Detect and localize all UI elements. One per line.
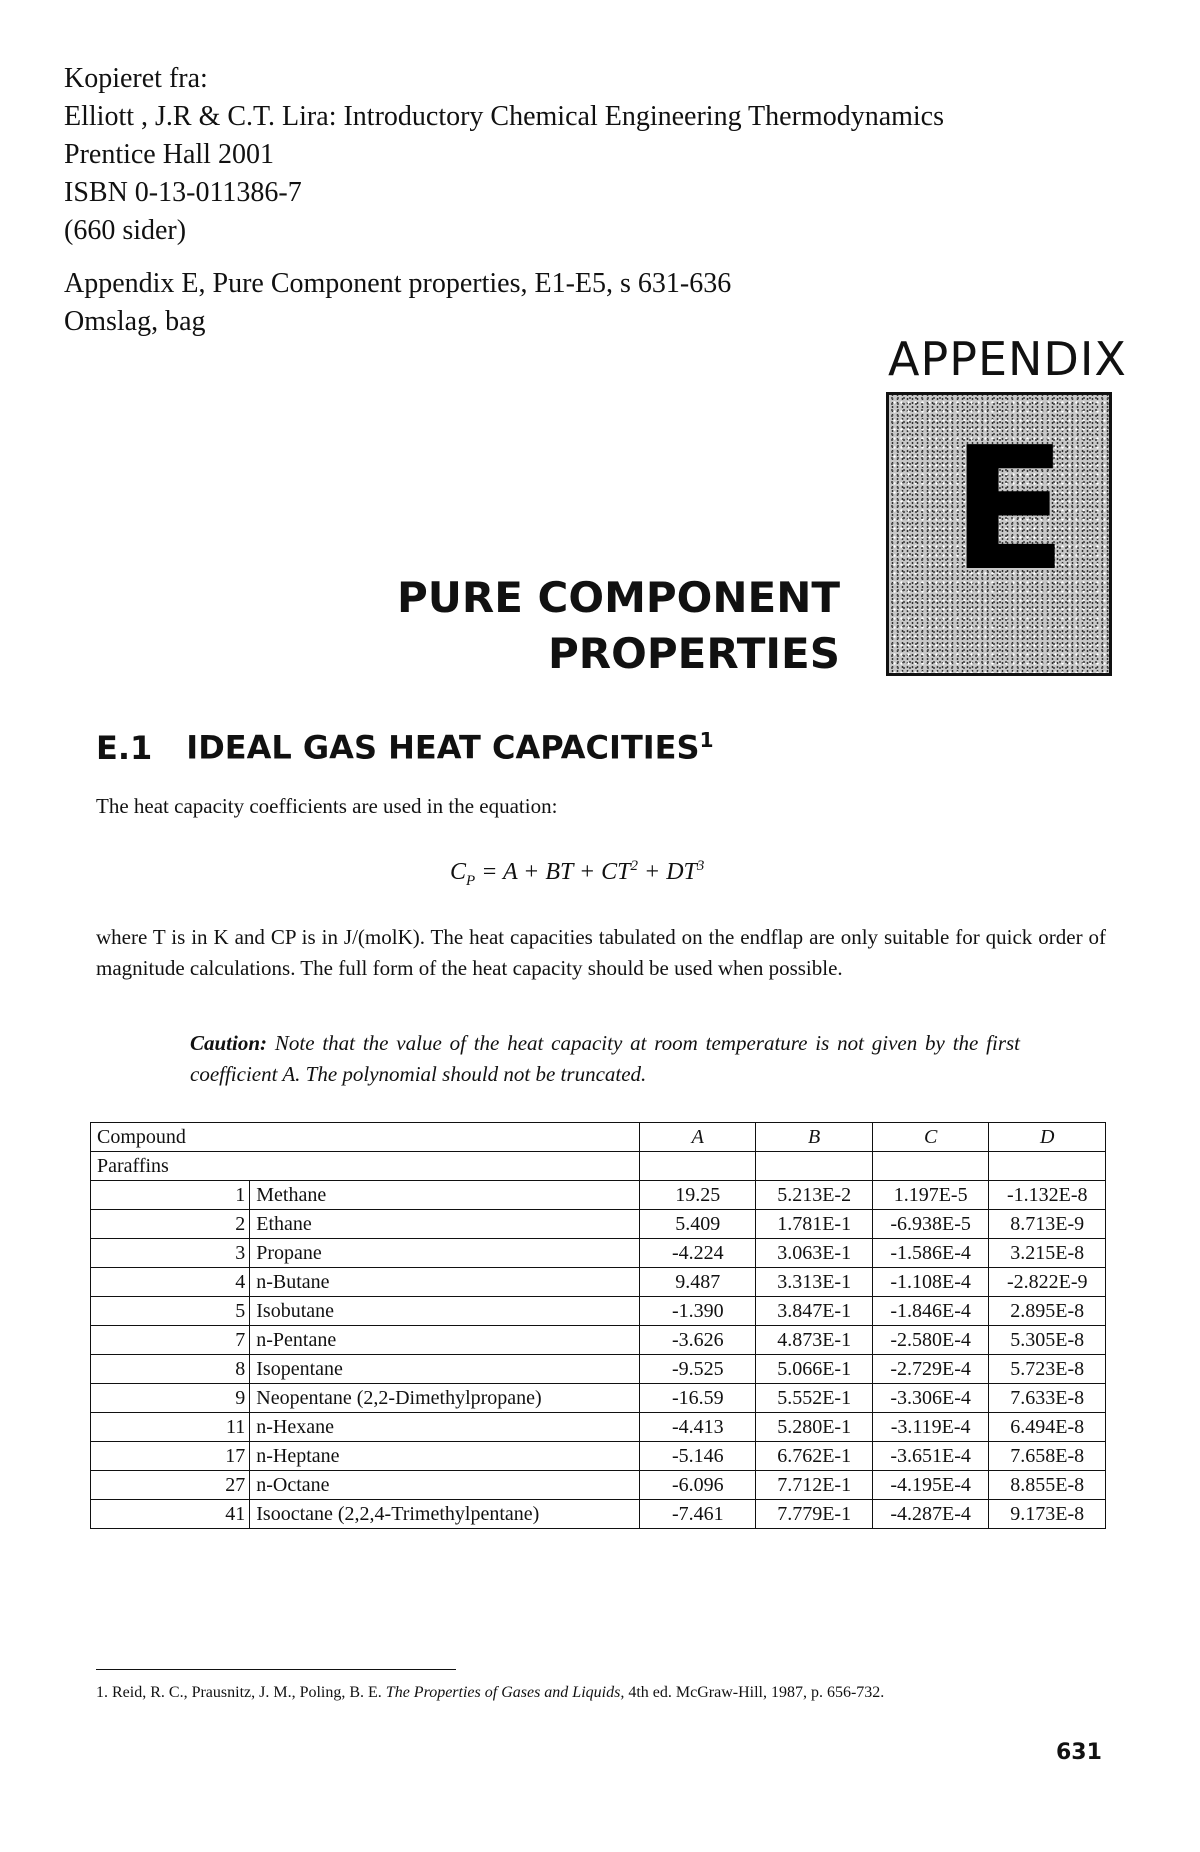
value-b: 5.280E-1 [756, 1413, 872, 1442]
value-a: -5.146 [640, 1442, 756, 1471]
value-b: 5.066E-1 [756, 1355, 872, 1384]
compound-name: n-Butane [250, 1268, 640, 1297]
compound-id: 3 [91, 1239, 250, 1268]
value-a: -4.224 [640, 1239, 756, 1268]
appendix-label: APPENDIX [888, 332, 1127, 386]
table-row [91, 1326, 1106, 1355]
value-c: -4.195E-4 [872, 1471, 989, 1500]
table-row [91, 1384, 1106, 1413]
value-b: 7.779E-1 [756, 1500, 872, 1529]
compound-id: 8 [91, 1355, 250, 1384]
equation-lhs-sub: P [466, 872, 476, 889]
value-c: -3.651E-4 [872, 1442, 989, 1471]
copy-note [64, 60, 944, 250]
table-row [91, 1442, 1106, 1471]
group-row [91, 1152, 1106, 1181]
compound-name: n-Pentane [250, 1326, 640, 1355]
heat-capacity-table [90, 1122, 1106, 1529]
value-a: -6.096 [640, 1471, 756, 1500]
header-compound: Compound [91, 1123, 640, 1152]
value-a: -9.525 [640, 1355, 756, 1384]
value-d: 5.723E-8 [989, 1355, 1106, 1384]
value-d: 2.895E-8 [989, 1297, 1106, 1326]
value-d: -2.822E-9 [989, 1268, 1106, 1297]
copy-note-line: ISBN 0-13-011386-7 [64, 177, 302, 208]
compound-id: 9 [91, 1384, 250, 1413]
value-c: -3.119E-4 [872, 1413, 989, 1442]
copy-note-line: Kopieret fra: [64, 63, 208, 94]
table-row [91, 1181, 1106, 1210]
compound-name: Neopentane (2,2-Dimethylpropane) [250, 1384, 640, 1413]
table-row [91, 1355, 1106, 1384]
table-row [91, 1471, 1106, 1500]
value-a: 19.25 [640, 1181, 756, 1210]
equation-rhs-a: = A + BT + CT [481, 859, 631, 885]
compound-name: Ethane [250, 1210, 640, 1239]
appendix-ref-line: Omslag, bag [64, 306, 206, 337]
value-b: 3.063E-1 [756, 1239, 872, 1268]
heat-capacity-equation [450, 858, 704, 890]
appendix-reference [64, 265, 731, 341]
table-row [91, 1500, 1106, 1529]
compound-name: n-Heptane [250, 1442, 640, 1471]
value-a: 9.487 [640, 1268, 756, 1297]
page-number: 631 [1056, 1740, 1102, 1765]
value-c: -3.306E-4 [872, 1384, 989, 1413]
footnote-rest: 4th ed. McGraw-Hill, 1987, p. 656-732. [628, 1684, 885, 1701]
copy-note-line: Prentice Hall 2001 [64, 139, 274, 170]
value-a: -4.413 [640, 1413, 756, 1442]
value-a: -3.626 [640, 1326, 756, 1355]
value-c: -4.287E-4 [872, 1500, 989, 1529]
compound-name: Methane [250, 1181, 640, 1210]
footnote-authors: Reid, R. C., Prausnitz, J. M., Poling, B. E. [112, 1684, 382, 1701]
section-number: E.1 [96, 728, 153, 767]
compound-name: Propane [250, 1239, 640, 1268]
value-d: 9.173E-8 [989, 1500, 1106, 1529]
value-a: -1.390 [640, 1297, 756, 1326]
value-d: 6.494E-8 [989, 1413, 1106, 1442]
value-c: -2.729E-4 [872, 1355, 989, 1384]
compound-name: Isobutane [250, 1297, 640, 1326]
value-b: 6.762E-1 [756, 1442, 872, 1471]
header-b: B [756, 1123, 872, 1152]
value-c: 1.197E-5 [872, 1181, 989, 1210]
footnote [96, 1684, 884, 1702]
intro-text: The heat capacity coefficients are used in the equation: [96, 794, 558, 818]
equation-rhs-b: + DT [644, 859, 697, 885]
value-c: -2.580E-4 [872, 1326, 989, 1355]
equation-exp3: 3 [696, 858, 705, 874]
value-a: -7.461 [640, 1500, 756, 1529]
appendix-letter: E [951, 411, 1068, 609]
value-b: 3.847E-1 [756, 1297, 872, 1326]
caution-label: Caution: [190, 1031, 268, 1055]
compound-id: 7 [91, 1326, 250, 1355]
compound-id: 41 [91, 1500, 250, 1529]
appendix-ref-line: Appendix E, Pure Component properties, E1-E5, s 631-636 [64, 268, 732, 299]
value-d: 7.633E-8 [989, 1384, 1106, 1413]
value-c: -6.938E-5 [872, 1210, 989, 1239]
compound-id: 1 [91, 1181, 250, 1210]
value-b: 1.781E-1 [756, 1210, 872, 1239]
compound-name: n-Octane [250, 1471, 640, 1500]
chapter-title-line: PROPERTIES [548, 629, 840, 678]
value-c: -1.586E-4 [872, 1239, 989, 1268]
group-label: Paraffins [91, 1152, 640, 1181]
table-row [91, 1239, 1106, 1268]
table-body [91, 1152, 1106, 1529]
table-header-row [91, 1123, 1106, 1152]
value-c: -1.108E-4 [872, 1268, 989, 1297]
value-b: 3.313E-1 [756, 1268, 872, 1297]
value-d: 8.713E-9 [989, 1210, 1106, 1239]
value-b: 5.213E-2 [756, 1181, 872, 1210]
table-row [91, 1413, 1106, 1442]
appendix-letter-box [886, 392, 1112, 676]
value-d: -1.132E-8 [989, 1181, 1106, 1210]
equation-lhs: C [450, 859, 467, 885]
value-c: -1.846E-4 [872, 1297, 989, 1326]
value-b: 4.873E-1 [756, 1326, 872, 1355]
value-d: 5.305E-8 [989, 1326, 1106, 1355]
copy-note-line: (660 sider) [64, 215, 187, 246]
compound-id: 11 [91, 1413, 250, 1442]
compound-id: 5 [91, 1297, 250, 1326]
table-row [91, 1297, 1106, 1326]
compound-name: Isopentane [250, 1355, 640, 1384]
compound-name: n-Hexane [250, 1413, 640, 1442]
value-d: 8.855E-8 [989, 1471, 1106, 1500]
caution-text: Note that the value of the heat capacity at room temperature is not given by the first coefficient A. The polynomial should not be truncated. [190, 1031, 1021, 1086]
compound-id: 4 [91, 1268, 250, 1297]
section-title: IDEAL GAS HEAT CAPACITIES [186, 728, 700, 767]
footnote-mark: 1 [699, 728, 714, 752]
value-a: -16.59 [640, 1384, 756, 1413]
chapter-title-line: PURE COMPONENT [397, 573, 840, 622]
value-b: 5.552E-1 [756, 1384, 872, 1413]
value-a: 5.409 [640, 1210, 756, 1239]
compound-id: 17 [91, 1442, 250, 1471]
chapter-title [397, 570, 840, 682]
table-row [91, 1268, 1106, 1297]
footnote-rule [96, 1669, 456, 1670]
header-a: A [640, 1123, 756, 1152]
compound-name: Isooctane (2,2,4-Trimethylpentane) [250, 1500, 640, 1529]
body-paragraph: where T is in K and CP is in J/(molK). The heat capacities tabulated on the endflap are only suitable for quick order of magnitude calculations. The full form of the heat capacity should be used when possible. [96, 925, 1106, 980]
header-d: D [989, 1123, 1106, 1152]
value-b: 7.712E-1 [756, 1471, 872, 1500]
compound-id: 27 [91, 1471, 250, 1500]
table-row [91, 1210, 1106, 1239]
section-heading [96, 728, 714, 767]
footnote-number: 1. [96, 1684, 108, 1701]
value-d: 7.658E-8 [989, 1442, 1106, 1471]
value-d: 3.215E-8 [989, 1239, 1106, 1268]
equation-exp2: 2 [630, 858, 638, 874]
caution-note [190, 1028, 1020, 1090]
compound-id: 2 [91, 1210, 250, 1239]
header-c: C [872, 1123, 989, 1152]
footnote-title: The Properties of Gases and Liquids, [385, 1684, 625, 1701]
copy-note-line: Elliott , J.R & C.T. Lira: Introductory Chemical Engineering Thermodynamics [64, 101, 945, 132]
